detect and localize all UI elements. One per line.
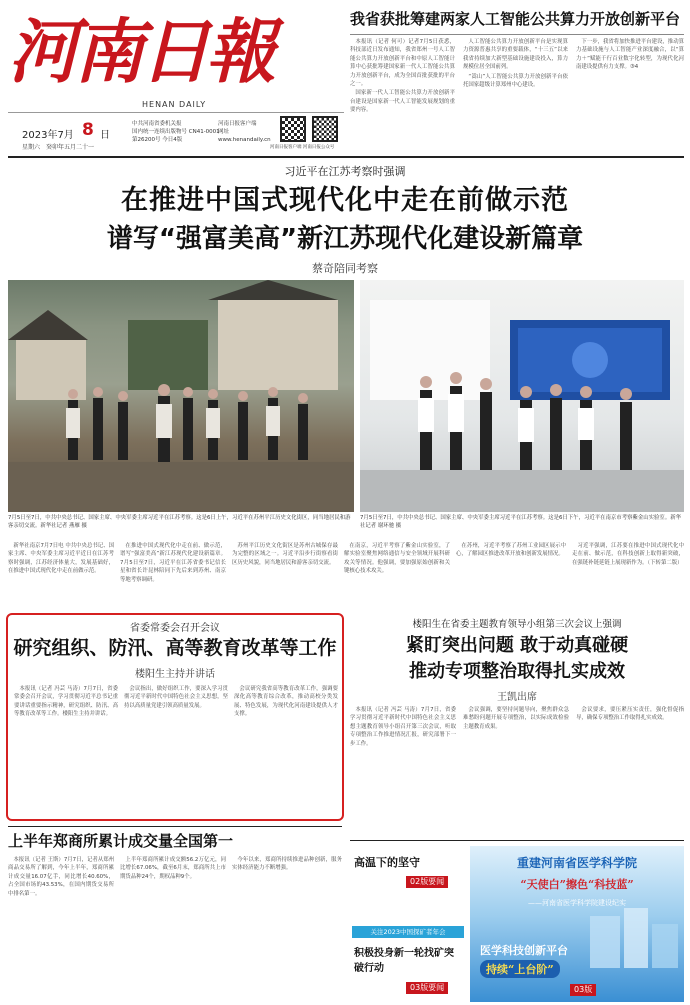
date-suffix: 日 xyxy=(100,130,110,141)
paragraph: 会议指出，做好组织工作，要深入学习贯彻习近平新时代中国特色社会主义思想，坚持以高质量党建引领高质量发展。 xyxy=(124,686,228,709)
promo-heat-headline: 高温下的坚守 xyxy=(354,856,420,869)
box-col-3 xyxy=(234,685,338,817)
top-story-rule xyxy=(350,34,684,35)
paragraph: 今年以来，郑商所持续推进品种创新，服务实体经济能力不断增强。 xyxy=(232,857,342,872)
main-subhead: 蔡奇陪同考察 xyxy=(312,262,378,275)
promo-mining-page-tag xyxy=(406,982,448,994)
web-line: 网址 www.henandaily.cn xyxy=(218,129,271,143)
lunar-date: 癸卯年五月二十一 xyxy=(46,144,95,151)
ad-building-graphic xyxy=(470,908,684,968)
promo-bar[interactable]: 关注2023中国探矿者年会 xyxy=(352,926,464,938)
top-story-col-2 xyxy=(463,38,568,150)
paragraph: 习近平强调，江苏要在推进中国式现代化中走在前、做示范，在科技创新上取得新突破，在强链补链延链上展现新作为。（下转第二版） xyxy=(572,543,684,566)
ad-line-4: 医学科技创新平台 xyxy=(480,944,568,957)
date-block xyxy=(22,120,132,160)
paragraph: “嵩山”人工智能公共算力开放创新平台依托国家超级计算郑州中心建设。 xyxy=(463,73,568,89)
qr-code-2[interactable] xyxy=(312,116,338,142)
promo-mining[interactable] xyxy=(350,942,466,1002)
masthead-english: HENAN DAILY xyxy=(142,100,207,109)
main-story-col-3 xyxy=(232,542,338,612)
paragraph: 下一步，我省将加快推进平台建设，推动算力基础设施与人工智能产业深度融合，以“算力＋”赋能千行百业数字化转型，为现代化河南建设提供有力支撑。③4 xyxy=(576,39,684,71)
qr-code-1[interactable] xyxy=(280,116,306,142)
paragraph: 会议要求，要压紧压实责任，强化督促指导，确保专项整治工作取得扎实成效。 xyxy=(576,707,684,722)
paragraph: 本报讯（记者 冯芸 马涛）7月7日，省委学习贯彻习近平新时代中国特色社会主义思想主题教育领导小组召开第三次会议，听取专项整治工作推进情况汇报，研究部署下一步工作。 xyxy=(350,707,456,747)
ad-label: 版 xyxy=(584,985,593,994)
paragraph: 上半年郑商所累计成交额56.2万亿元，同比增长67.06%，截至6月末，郑商所共上市期货品种24个，期权品种9个。 xyxy=(120,857,226,880)
box-col-1 xyxy=(14,685,118,817)
bottom-left-col-2 xyxy=(120,856,226,1002)
issue-line: 第26200号 今日4版 xyxy=(132,137,183,143)
date-year: 2023年7月 xyxy=(22,130,74,141)
top-story-col-1 xyxy=(350,38,455,150)
box-headline[interactable]: 研究组织、防汛、高等教育改革等工作 xyxy=(13,637,337,659)
paragraph: 本报讯（记者 何可）记者7月5日获悉，科技部近日发布通知，我省郑州一号人工智能公共算力开放创新平台和中原人工智能计算中心获批筹建国家新一代人工智能公共算力开放创新平台，成为全国首批获批的平台之一。 xyxy=(350,39,455,88)
right-headline-2[interactable]: 推动专项整治取得扎实成效 xyxy=(409,661,625,682)
photo-suzhou-scene xyxy=(8,280,354,512)
committee-meeting-box[interactable] xyxy=(6,613,344,821)
web-info xyxy=(218,120,278,144)
box-subhead: 楼阳生主持并讲话 xyxy=(135,669,215,680)
main-story-col-5 xyxy=(456,542,566,612)
ad-line-5: 持续“上台阶” xyxy=(480,960,560,978)
photo-caption-right: 7月5日至7日，中共中央总书记、国家主席、中央军委主席习近平在江苏考察。这是6日下午，习近平在南京市考察紫金山实验室。新华社记者 谢环驰 摄 xyxy=(360,515,681,529)
bottom-left-headline[interactable]: 上半年郑商所累计成交量全国第一 xyxy=(8,832,234,850)
date-day: 8 xyxy=(82,120,94,140)
photo-caption-left: 7月5日至7日，中共中央总书记、国家主席、中央军委主席习近平在江苏考察。这是6日上午，习近平在苏州平江历史文化街区，同当地居民和游客亲切交流。新华社记者 燕雁 摄 xyxy=(8,515,351,529)
paragraph: 苏州平江历史文化街区是苏州古城保存最为完整的区域之一。习近平沿步行街察看街区历史风貌，同当地居民和游客亲切交流。 xyxy=(232,543,338,566)
main-kicker: 习近平在江苏考察时强调 xyxy=(284,165,406,178)
promo-heat-label: 版要闻 xyxy=(420,877,445,886)
issue-line: 国内统一连续出版物号 CN41-0001 xyxy=(132,129,220,135)
promo-mining-headline: 积极投身新一轮找矿突破行动 xyxy=(354,948,454,974)
promo-heat-page-tag xyxy=(406,876,448,888)
divider xyxy=(350,840,684,841)
main-story-col-4 xyxy=(344,542,450,612)
ad-page-tag xyxy=(570,984,596,996)
qr-caption: 河南日报客户端 河南日报公众号 xyxy=(270,145,335,150)
right-col-3 xyxy=(576,706,684,834)
ad-line-3: ——河南省医学科学院建设纪实 xyxy=(528,899,626,907)
ad-line-2: “天使白”擦色“科技蓝” xyxy=(520,878,634,891)
right-subhead: 王凯出席 xyxy=(497,692,537,703)
main-story-col-6 xyxy=(572,542,684,612)
divider xyxy=(8,826,342,827)
ad-page: 03 xyxy=(574,985,585,994)
paragraph: 在推进中国式现代化中走在前、做示范，谱写“强富美高”新江苏现代化建设新篇章。7月5日至7日，习近平在江苏省委书记信长星和省长许昆林陪同下先后来到苏州、南京等地考察调研。 xyxy=(120,543,226,583)
ad-line-1: 重建河南省医学科学院 xyxy=(516,856,637,870)
medical-academy-ad[interactable] xyxy=(470,846,684,1002)
photo-nanjing-lab[interactable] xyxy=(360,280,684,512)
promo-mining-label: 版要闻 xyxy=(420,983,445,992)
main-story-col-1 xyxy=(8,542,114,612)
top-story-col-3 xyxy=(576,38,684,150)
paragraph: 国家新一代人工智能公共算力开放创新平台建设是国家新一代人工智能发展规划的重要内容。 xyxy=(350,90,455,114)
bottom-left-col-3 xyxy=(232,856,342,1002)
main-headline-line-1[interactable]: 在推进中国式现代化中走在前做示范 xyxy=(121,185,569,216)
paragraph: 在南京，习近平考察了紫金山实验室，了解实验室聚焦网络通信与安全领域开展科研攻关等情况。他强调，要加强原始创新和关键核心技术攻关。 xyxy=(344,543,450,575)
masthead xyxy=(8,6,344,151)
issue-info xyxy=(132,120,228,144)
paragraph: 在苏州，习近平考察了苏州工业园区展示中心，了解园区推进改革开放和创新发展情况。 xyxy=(456,543,566,558)
promo-heat-page: 02 xyxy=(410,877,421,886)
masthead-title: 河南日報 xyxy=(8,10,272,93)
bottom-left-col-1 xyxy=(8,856,114,1002)
main-story-col-2 xyxy=(120,542,226,612)
main-headline-line-2[interactable]: 谱写“强富美高”新江苏现代化建设新篇章 xyxy=(106,224,584,254)
right-headline-1[interactable]: 紧盯突出问题 敢于动真碰硬 xyxy=(405,635,629,656)
paragraph: 会议强调，要坚持问题导向，聚焦群众急难愁盼问题开展专项整治，以实际成效检验主题教育成果。 xyxy=(463,707,569,730)
weekday: 星期六 xyxy=(22,144,41,151)
box-col-2 xyxy=(124,685,228,817)
right-col-2 xyxy=(463,706,569,834)
photo-suzhou[interactable] xyxy=(8,280,354,512)
right-kicker: 楼阳生在省委主题教育领导小组第三次会议上强调 xyxy=(412,619,622,630)
box-kicker: 省委常委会召开会议 xyxy=(130,623,220,634)
paragraph: 会议研究我省高等教育改革工作，强调要深化高等教育综合改革，推动高校分类发展、特色发展，为现代化河南建设提供人才支撑。 xyxy=(234,686,338,718)
paragraph: 本报讯（记者 王斯）7月7日，记者从郑州商品交易所了解到，今年上半年，郑商所累计成交量16.07亿手，同比增长40.60%，占全国市场的43.53%，在国内期货交易所中排名第一。 xyxy=(8,857,114,897)
web-line: 河南日报客户端 xyxy=(218,121,257,127)
photo-nanjing-scene xyxy=(360,280,684,512)
paragraph: 本报讯（记者 冯芸 马涛）7月7日，省委常委会召开会议，学习贯彻习近平总书记重要讲话重要指示精神，研究组织、防汛、高等教育改革等工作。楼阳生主持并讲话。 xyxy=(14,686,118,718)
paragraph: 人工智能公共算力开放创新平台是实现算力资源普惠共享的重要载体，“十三五”以来我省持续加大新型基础设施建设投入，算力规模位居全国前列。 xyxy=(463,39,568,71)
masthead-rule xyxy=(8,112,344,113)
top-story-headline[interactable]: 我省获批筹建两家人工智能公共算力开放创新平台 xyxy=(350,10,681,28)
issue-line: 中共河南省委机关报 xyxy=(132,121,182,127)
promo-heat[interactable] xyxy=(350,846,466,906)
right-col-1 xyxy=(350,706,456,834)
paragraph: 新华社南京7月7日电 中共中央总书记、国家主席、中央军委主席习近平近日在江苏考察时强调，江苏经济体量大，发展基础好，在推进中国式现代化中走在前做示范。 xyxy=(8,543,114,575)
divider xyxy=(8,156,684,158)
promo-mining-page: 03 xyxy=(410,983,421,992)
